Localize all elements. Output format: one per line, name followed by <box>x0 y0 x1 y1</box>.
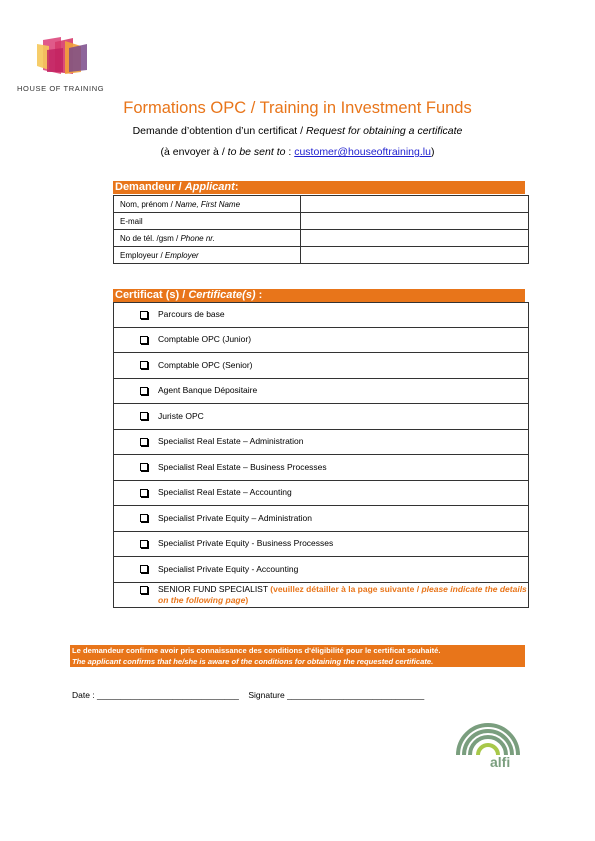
signature-field[interactable]: _____________________________ <box>287 690 425 700</box>
checkbox[interactable] <box>140 540 148 548</box>
page-subtitle: Demande d’obtention d’un certificat / Request for obtaining a certificate <box>132 125 463 137</box>
checkbox[interactable] <box>140 463 148 471</box>
certificates-heading: Certificat (s) / Certificate(s) : <box>113 289 525 302</box>
applicant-row-phone <box>114 230 529 247</box>
checkbox[interactable] <box>140 438 148 446</box>
certificate-item: Specialist Private Equity - Accounting <box>113 557 529 583</box>
applicant-table <box>113 195 529 264</box>
certificate-item: Specialist Real Estate – Business Processes <box>113 455 529 481</box>
certificate-item: Parcours de base <box>113 302 529 328</box>
checkbox[interactable] <box>140 387 148 395</box>
phone-label: No de tél. /gsm / Phone nr. <box>114 230 301 247</box>
applicant-row-name <box>114 196 529 213</box>
certificate-item: Specialist Private Equity - Business Processes <box>113 532 529 558</box>
checkbox[interactable] <box>140 361 148 369</box>
certificate-item: Specialist Private Equity – Administration <box>113 506 529 532</box>
applicant-row-employer <box>114 247 529 264</box>
email-field[interactable] <box>301 213 529 230</box>
applicant-row-email <box>114 213 529 230</box>
phone-field[interactable] <box>301 230 529 247</box>
checkbox[interactable] <box>140 489 148 497</box>
date-label: Date : <box>72 690 98 700</box>
certificate-item: Comptable OPC (Junior) <box>113 328 529 354</box>
page-title: Formations OPC / Training in Investment Funds <box>123 99 472 117</box>
send-to-line: (à envoyer à / to be sent to : customer@houseoftraining.lu) <box>160 146 435 158</box>
certificate-item: Specialist Real Estate – Administration <box>113 430 529 456</box>
checkbox[interactable] <box>140 565 148 573</box>
checkbox[interactable] <box>140 336 148 344</box>
checkbox[interactable] <box>140 412 148 420</box>
date-field[interactable]: ______________________________ <box>97 690 239 700</box>
confirmation-box <box>70 645 525 667</box>
certificate-item: Comptable OPC (Senior) <box>113 353 529 379</box>
confirmation-fr: Le demandeur confirme avoir pris connaissance des conditions d'éligibilité pour le certificat souhaité. <box>72 646 441 655</box>
certificate-list <box>113 302 529 608</box>
name-label: Nom, prénom / Name, First Name <box>114 196 301 213</box>
checkbox[interactable] <box>140 514 148 522</box>
checkbox[interactable] <box>140 586 148 594</box>
email-label: E-mail <box>114 213 301 230</box>
certificate-item-senior: SENIOR FUND SPECIALIST (veuillez détailler à la page suivante / please indicate the details on the following page) <box>113 583 529 608</box>
svg-text:alfi: alfi <box>490 754 511 769</box>
employer-field[interactable] <box>301 247 529 264</box>
name-field[interactable] <box>301 196 529 213</box>
email-link[interactable]: customer@houseoftraining.lu <box>294 146 431 158</box>
checkbox[interactable] <box>140 311 148 319</box>
logo-text: HOUSE OF TRAINING <box>17 84 105 93</box>
certificate-item: Juriste OPC <box>113 404 529 430</box>
alfi-logo <box>454 715 522 769</box>
applicant-heading: Demandeur / Applicant: <box>113 181 525 194</box>
employer-label: Employeur / Employer <box>114 247 301 264</box>
certificate-item: Agent Banque Dépositaire <box>113 379 529 405</box>
certificate-item: Specialist Real Estate – Accounting <box>113 481 529 507</box>
signature-label: Signature <box>248 690 288 700</box>
confirmation-en: The applicant confirms that he/she is aware of the conditions for obtaining the requested certificate. <box>72 657 434 666</box>
signature-line <box>72 690 424 700</box>
